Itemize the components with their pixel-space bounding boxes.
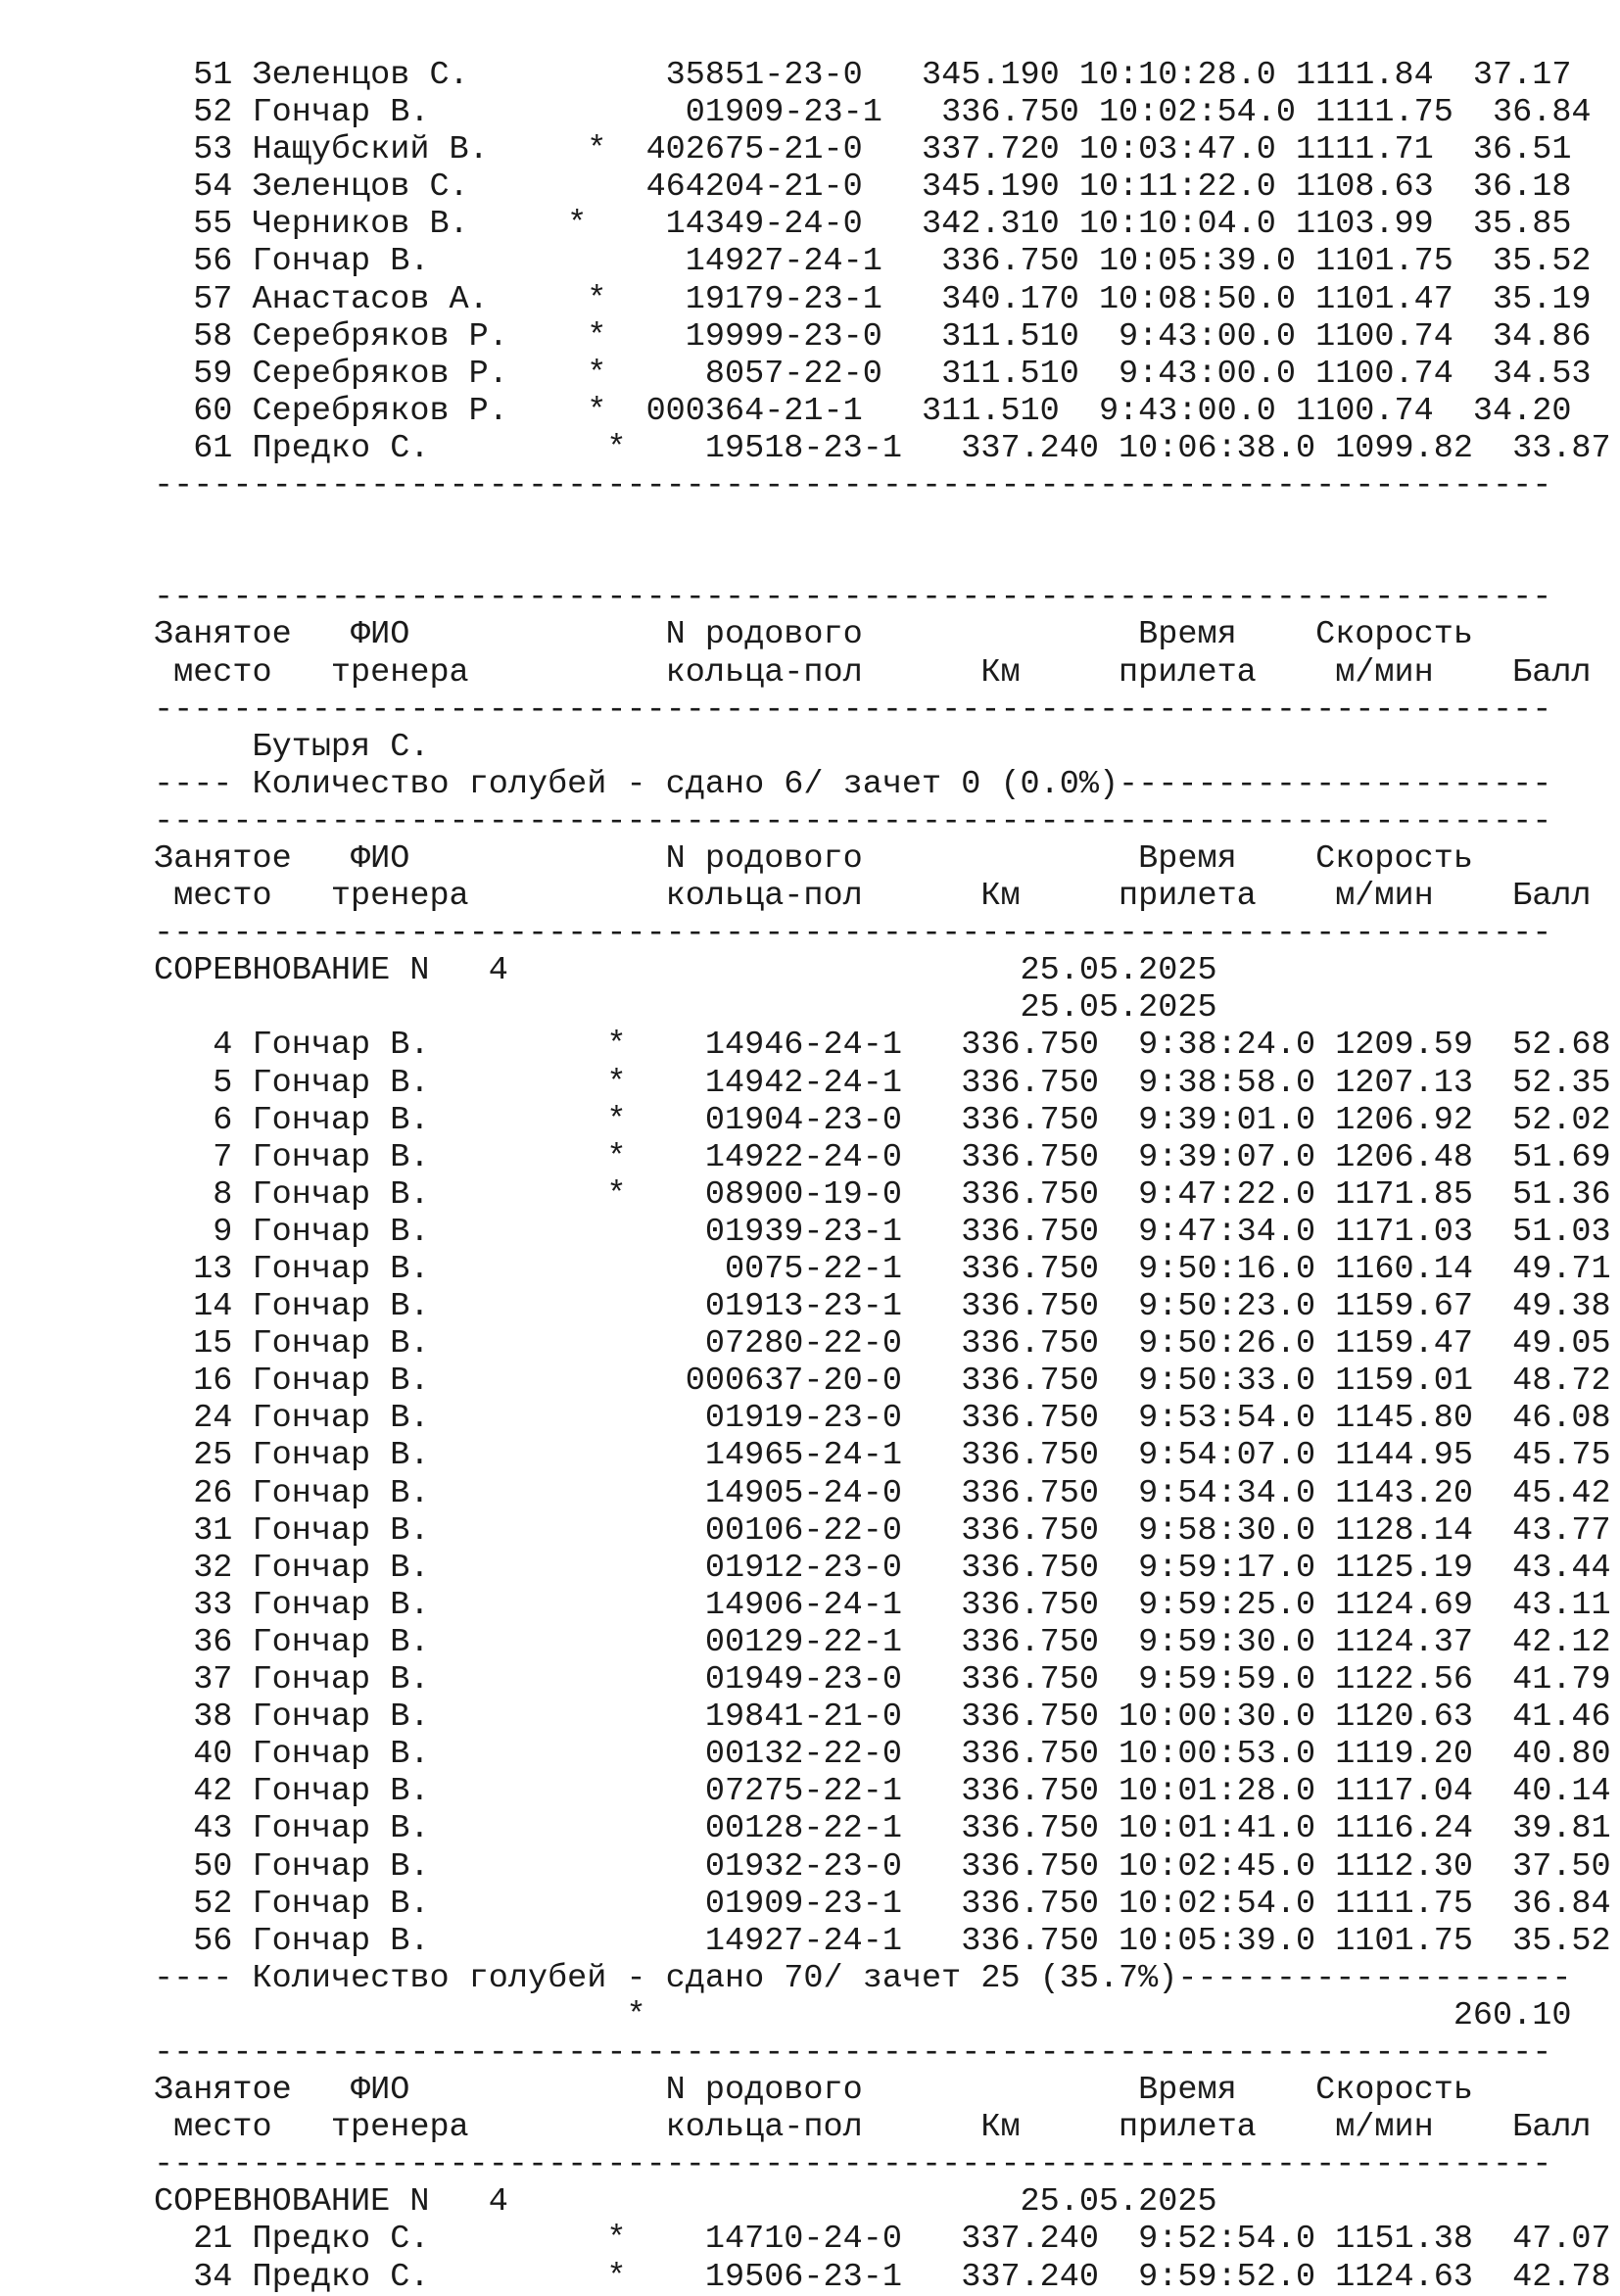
separator-line: -----------------------------------------------------------------------: [154, 2146, 1552, 2184]
blank-line: [154, 504, 1584, 542]
result-row: 33 Гончар В. 14906-24-1 336.750 9:59:25.0 1124.69 43.11: [154, 1586, 1611, 1624]
column-header-line: Занятое ФИО N родового Время Скорость: [154, 2072, 1473, 2110]
result-row: 59 Серебряков Р. * 8057-22-0 311.510 9:43:00.0 1100.74 34.53: [154, 355, 1592, 393]
result-row: 8 Гончар В. * 08900-19-0 336.750 9:47:22.0 1171.85 51.36: [154, 1175, 1611, 1214]
competition-title: СОРЕВНОВАНИЕ N 4 25.05.2025: [154, 952, 1217, 990]
result-row: 53 Нащубский В. * 402675-21-0 337.720 10:03:47.0 1111.71 36.51: [154, 131, 1572, 169]
result-row: 52 Гончар В. 01909-23-1 336.750 10:02:54.0 1111.75 36.84: [154, 1885, 1611, 1923]
result-row: 9 Гончар В. 01939-23-1 336.750 9:47:34.0 1171.03 51.03: [154, 1213, 1611, 1251]
separator-line: -----------------------------------------------------------------------: [154, 915, 1552, 953]
column-header-line: Занятое ФИО N родового Время Скорость: [154, 616, 1473, 654]
result-row: 51 Зеленцов С. 35851-23-0 345.190 10:10:28.0 1111.84 37.17: [154, 57, 1572, 94]
competition-title: СОРЕВНОВАНИЕ N 4 25.05.2025: [154, 2183, 1217, 2222]
result-row: 5 Гончар В. * 14942-24-1 336.750 9:38:58.0 1207.13 52.35: [154, 1064, 1611, 1102]
competition-date: 25.05.2025: [154, 989, 1217, 1028]
result-row: 13 Гончар В. 0075-22-1 336.750 9:50:16.0 1160.14 49.71: [154, 1251, 1611, 1288]
result-row: 56 Гончар В. 14927-24-1 336.750 10:05:39.0 1101.75 35.52: [154, 243, 1592, 281]
result-row: 14 Гончар В. 01913-23-1 336.750 9:50:23.0 1159.67 49.38: [154, 1288, 1611, 1326]
result-row: 42 Гончар В. 07275-22-1 336.750 10:01:28.0 1117.04 40.14: [154, 1773, 1611, 1811]
result-row: 26 Гончар В. 14905-24-0 336.750 9:54:34.0 1143.20 45.42: [154, 1474, 1611, 1512]
blank-line: [154, 542, 1584, 579]
separator-line: -----------------------------------------------------------------------: [154, 2033, 1552, 2072]
pigeon-count-summary: ---- Количество голубей - сдано 70/ зачет 25 (35.7%)--------------------: [154, 1959, 1572, 1997]
result-row: 4 Гончар В. * 14946-24-1 336.750 9:38:24.0 1209.59 52.68: [154, 1027, 1611, 1065]
result-row: 58 Серебряков Р. * 19999-23-0 311.510 9:43:00.0 1100.74 34.86: [154, 317, 1592, 356]
column-header-line: место тренера кольца-пол Км прилета м/мин Балл: [154, 878, 1592, 916]
result-row: 21 Предко С. * 14710-24-0 337.240 9:52:54.0 1151.38 47.07: [154, 2221, 1611, 2259]
result-row: 57 Анастасов А. * 19179-23-1 340.170 10:08:50.0 1101.47 35.19: [154, 280, 1592, 318]
result-row: 56 Гончар В. 14927-24-1 336.750 10:05:39.0 1101.75 35.52: [154, 1922, 1611, 1960]
result-row: 16 Гончар В. 000637-20-0 336.750 9:50:33.0 1159.01 48.72: [154, 1363, 1611, 1401]
result-row: 50 Гончар В. 01932-23-0 336.750 10:02:45.0 1112.30 37.50: [154, 1847, 1611, 1886]
column-header-line: место тренера кольца-пол Км прилета м/мин Балл: [154, 2109, 1592, 2147]
column-header-line: Занятое ФИО N родового Время Скорость: [154, 839, 1473, 878]
result-row: 24 Гончар В. 01919-23-0 336.750 9:53:54.0 1145.80 46.08: [154, 1400, 1611, 1438]
pigeon-count-summary: ---- Количество голубей - сдано 6/ зачет 0 (0.0%)----------------------: [154, 765, 1552, 803]
column-header-line: место тренера кольца-пол Км прилета м/мин Балл: [154, 653, 1592, 692]
results-printout: [154, 57, 1611, 2296]
result-row: 43 Гончар В. 00128-22-1 336.750 10:01:41.0 1116.24 39.81: [154, 1810, 1611, 1848]
separator-line: -----------------------------------------------------------------------: [154, 467, 1552, 505]
result-row: 40 Гончар В. 00132-22-0 336.750 10:00:53.0 1119.20 40.80: [154, 1736, 1611, 1774]
separator-line: -----------------------------------------------------------------------: [154, 802, 1552, 840]
result-row: 52 Гончар В. 01909-23-1 336.750 10:02:54.0 1111.75 36.84: [154, 94, 1592, 132]
trainer-name: Бутыря С.: [154, 728, 430, 766]
result-row: 61 Предко С. * 19518-23-1 337.240 10:06:38.0 1099.82 33.87: [154, 429, 1611, 467]
result-row: 38 Гончар В. 19841-21-0 336.750 10:00:30.0 1120.63 41.46: [154, 1698, 1611, 1737]
result-row: 37 Гончар В. 01949-23-0 336.750 9:59:59.0 1122.56 41.79: [154, 1661, 1611, 1699]
result-row: 31 Гончар В. 00106-22-0 336.750 9:58:30.0 1128.14 43.77: [154, 1511, 1611, 1550]
separator-line: -----------------------------------------------------------------------: [154, 579, 1552, 617]
result-row: 7 Гончар В. * 14922-24-0 336.750 9:39:07.0 1206.48 51.69: [154, 1138, 1611, 1176]
result-row: 32 Гончар В. 01912-23-0 336.750 9:59:17.0 1125.19 43.44: [154, 1549, 1611, 1587]
separator-line: -----------------------------------------------------------------------: [154, 691, 1552, 729]
result-row: 25 Гончар В. 14965-24-1 336.750 9:54:07.0 1144.95 45.75: [154, 1437, 1611, 1475]
points-total: * 260.10: [154, 1996, 1572, 2034]
result-row: 54 Зеленцов С. 464204-21-0 345.190 10:11:22.0 1108.63 36.18: [154, 168, 1572, 207]
result-row: 60 Серебряков Р. * 000364-21-1 311.510 9:43:00.0 1100.74 34.20: [154, 392, 1572, 430]
result-row: 34 Предко С. * 19506-23-1 337.240 9:59:52.0 1124.63 42.78: [154, 2258, 1611, 2296]
result-row: 6 Гончар В. * 01904-23-0 336.750 9:39:01.0 1206.92 52.02: [154, 1101, 1611, 1139]
result-row: 55 Черников В. * 14349-24-0 342.310 10:10:04.0 1103.99 35.85: [154, 206, 1572, 244]
result-row: 36 Гончар В. 00129-22-1 336.750 9:59:30.0 1124.37 42.12: [154, 1623, 1611, 1661]
result-row: 15 Гончар В. 07280-22-0 336.750 9:50:26.0 1159.47 49.05: [154, 1325, 1611, 1363]
